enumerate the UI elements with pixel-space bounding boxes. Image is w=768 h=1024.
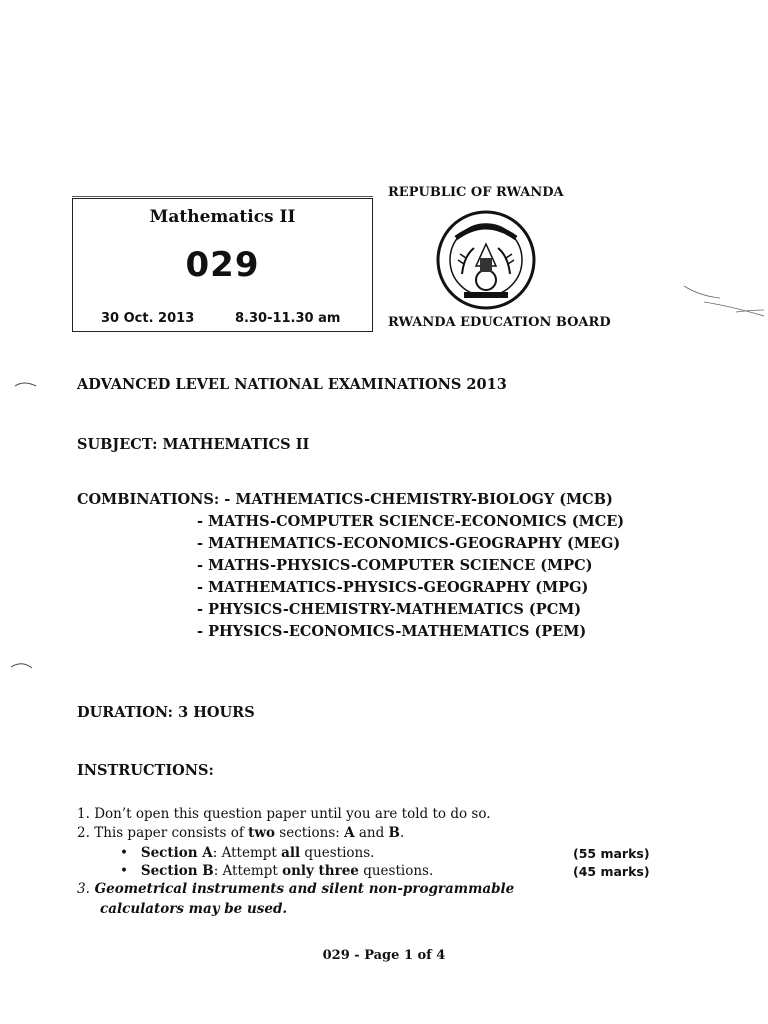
combination-item: - MATHEMATICS-ECONOMICS-GEOGRAPHY (MEG) [197,535,621,552]
subject-line: SUBJECT: MATHEMATICS II [77,436,310,453]
item-text: This paper consists of [94,825,249,841]
republic-label: REPUBLIC OF RWANDA [388,185,564,200]
section-label: Section A [140,845,213,861]
combination-item: - MATHEMATICS-PHYSICS-GEOGRAPHY (MPG) [197,579,589,596]
combination-item: - MATHS-PHYSICS-COMPUTER SCIENCE (MPC) [197,557,593,574]
board-label: RWANDA EDUCATION BOARD [388,315,611,330]
instruction-item-3 [77,881,514,897]
item-number: 1. [77,806,90,822]
scan-mark-right [680,282,766,322]
item-text: and [354,825,389,841]
combination-item: - PHYSICS-ECONOMICS-MATHEMATICS (PEM) [197,623,587,640]
item-text: Geometrical instruments and silent non-programmable [94,881,515,897]
combination-item: MATHEMATICS-CHEMISTRY-BIOLOGY (MCB) [235,491,613,508]
item-text: questions. [300,845,375,861]
bullet-icon: • [120,863,128,879]
instruction-item-2 [77,825,404,841]
instruction-item-3-cont: calculators may be used. [100,901,288,917]
box-subject-title: Mathematics II [149,207,296,227]
scan-mark-left-bottom [10,660,34,672]
combination-item: - PHYSICS-CHEMISTRY-MATHEMATICS (PCM) [197,601,582,618]
section-label: Section B [140,863,214,879]
emphasis: two [248,825,275,841]
duration-line: DURATION: 3 HOURS [77,704,255,721]
item-text: : Attempt [213,863,283,879]
section-b-marks: (45 marks) [573,864,650,879]
emphasis: all [281,845,301,861]
item-number: 2. [77,825,90,841]
combination-item: - MATHS-COMPUTER SCIENCE-ECONOMICS (MCE) [197,513,625,530]
page-footer: 029 - Page 1 of 4 [322,948,446,963]
section-b-line [120,863,433,879]
box-top-rule [72,196,373,197]
scan-mark-left-top [14,380,38,390]
section-a-line [120,845,374,861]
rwanda-coat-of-arms-icon [434,208,538,312]
emphasis: B [388,825,400,841]
item-number: 3. [77,881,90,897]
instruction-item-1 [77,806,491,822]
paper-code: 029 [185,245,260,285]
section-a-marks: (55 marks) [573,846,650,861]
emphasis: A [344,825,355,841]
emphasis: only three [282,863,359,879]
exam-time: 8.30-11.30 am [235,311,341,326]
exam-title: ADVANCED LEVEL NATIONAL EXAMINATIONS 2013 [77,376,507,393]
exam-date: 30 Oct. 2013 [101,311,195,326]
combinations-label [77,491,613,508]
item-text: questions. [358,863,434,879]
item-text: sections: [274,825,345,841]
combinations-label-text: COMBINATIONS: - [77,491,231,508]
item-text: . [399,825,405,841]
exam-info-box [72,198,373,332]
bullet-icon: • [120,845,128,861]
item-text: : Attempt [212,845,282,861]
instructions-heading: INSTRUCTIONS: [77,762,214,779]
item-text: Don’t open this question paper until you are told to do so. [94,806,491,822]
